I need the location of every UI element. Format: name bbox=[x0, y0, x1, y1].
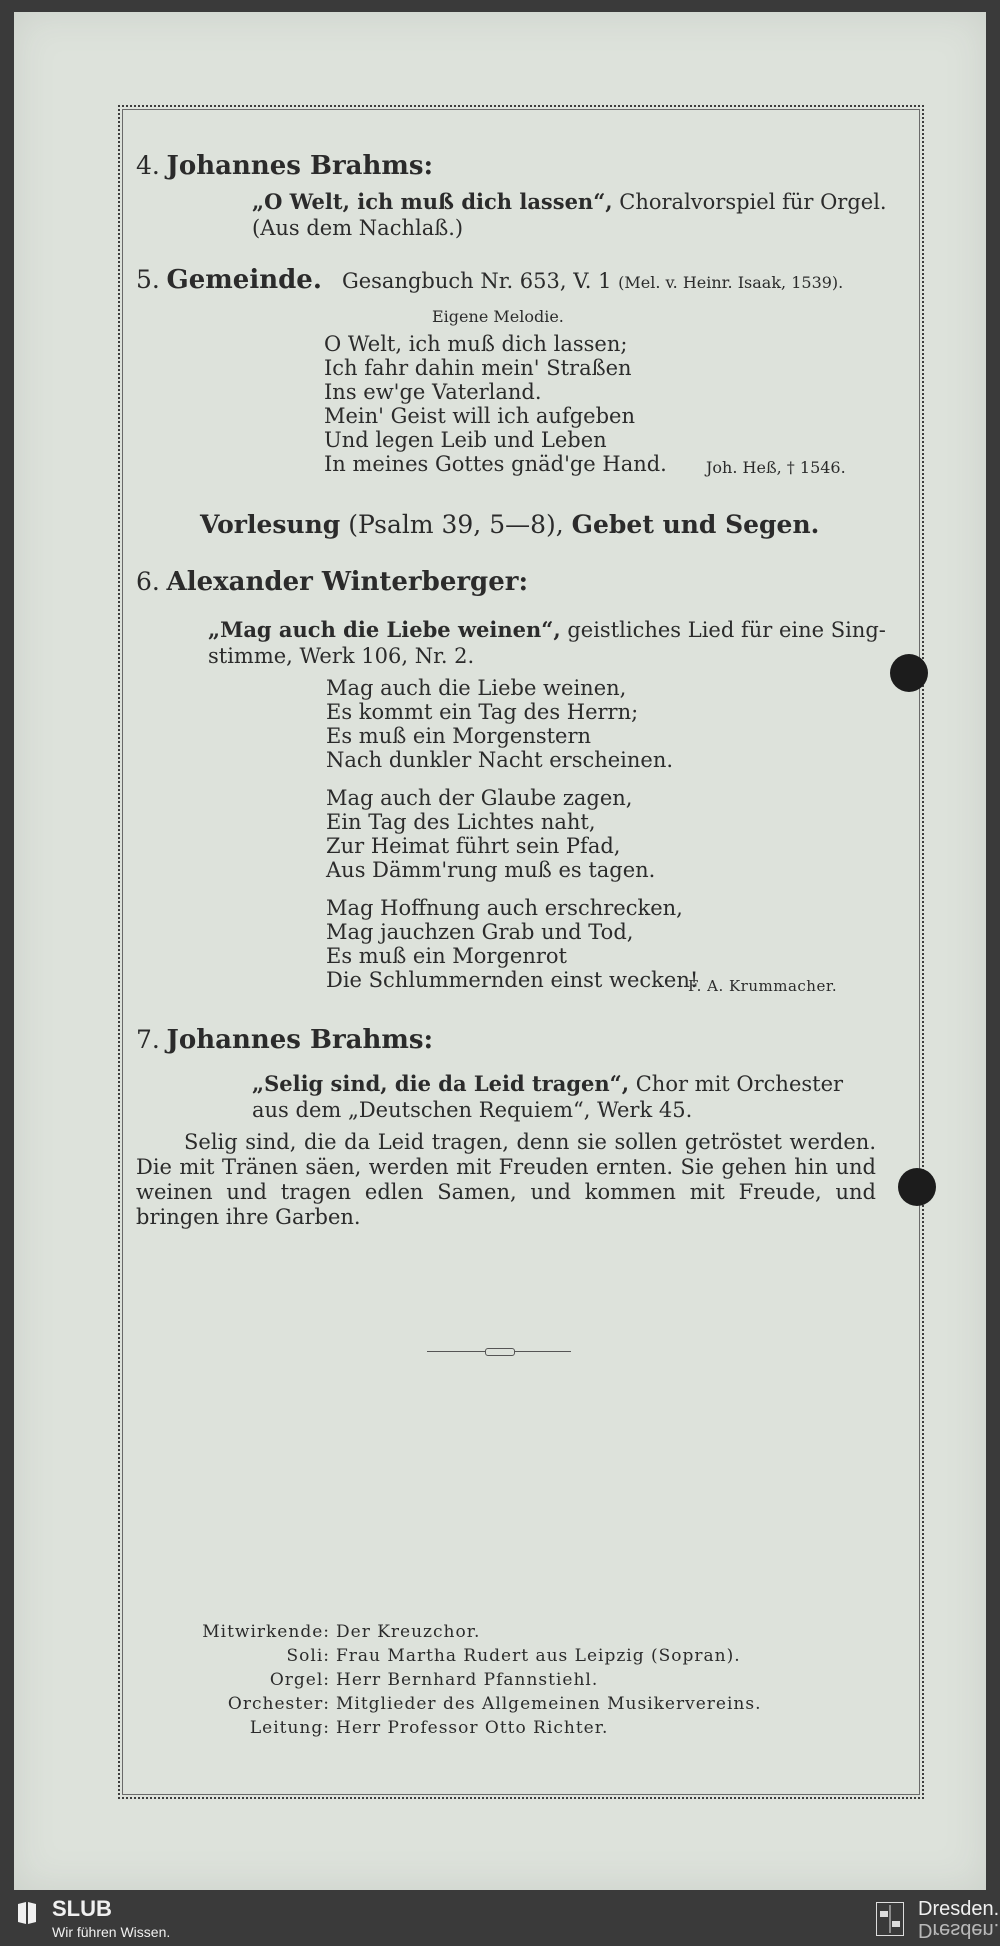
item-4-line bbox=[136, 151, 434, 181]
work-title: „Selig sind, die da Leid tragen“, bbox=[252, 1071, 630, 1096]
city-crest-icon bbox=[876, 1902, 904, 1936]
partner-name-reflection: Dresden. bbox=[918, 1919, 1000, 1941]
brand-tagline: Wir führen Wissen. bbox=[52, 1924, 171, 1940]
hymn-line: Ins ew'ge Vaterland. bbox=[324, 380, 542, 404]
composer-name: Johannes Brahms: bbox=[166, 151, 434, 181]
song-line: Aus Dämm'rung muß es tagen. bbox=[326, 858, 656, 882]
viewer-footer bbox=[0, 1892, 1000, 1946]
item-number: 7. bbox=[136, 1025, 160, 1054]
credit-value: Mitglieder des Allgemeinen Musikervereins. bbox=[336, 1694, 762, 1714]
brand-name[interactable]: SLUB bbox=[52, 1896, 112, 1921]
item-7-line bbox=[136, 1025, 434, 1055]
credit-value: Herr Professor Otto Richter. bbox=[336, 1718, 609, 1738]
hymn-line: In meines Gottes gnäd'ge Hand. bbox=[324, 452, 667, 476]
work-description: Chor mit Orchester bbox=[629, 1072, 844, 1096]
punch-hole bbox=[898, 1168, 936, 1206]
work-description: geistliches Lied für eine Sing- bbox=[560, 618, 886, 642]
song-line: Es muß ein Morgenstern bbox=[326, 724, 592, 748]
item-number: 4. bbox=[136, 151, 160, 180]
reading-reference: (Psalm 39, 5—8), bbox=[340, 510, 572, 539]
punch-hole bbox=[890, 654, 928, 692]
song-line: Nach dunkler Nacht erscheinen. bbox=[326, 748, 674, 772]
credit-label: Orchester: bbox=[227, 1694, 330, 1714]
work-line-2: aus dem „Deutschen Requiem“, Werk 45. bbox=[252, 1098, 693, 1122]
hymn-source: (Mel. v. Heinr. Isaak, 1539). bbox=[618, 273, 844, 292]
song-line: Die Schlummernden einst wecken! bbox=[326, 968, 699, 992]
song-line: Es muß ein Morgenrot bbox=[326, 944, 567, 968]
melody-note: Eigene Melodie. bbox=[432, 307, 564, 326]
reading-line bbox=[200, 510, 819, 540]
ornamental-divider bbox=[427, 1348, 571, 1356]
prayer-heading: Gebet und Segen. bbox=[571, 510, 820, 539]
work-line bbox=[252, 190, 887, 214]
song-line: Zur Heimat führt sein Pfad, bbox=[326, 834, 621, 858]
work-title: „O Welt, ich muß dich lassen“, bbox=[252, 189, 613, 214]
work-line bbox=[208, 618, 886, 642]
song-line: Ein Tag des Lichtes naht, bbox=[326, 810, 596, 834]
song-line: Es kommt ein Tag des Herrn; bbox=[326, 700, 639, 724]
song-line: Mag auch die Liebe weinen, bbox=[326, 676, 627, 700]
credit-label: Orgel: bbox=[269, 1670, 330, 1690]
scripture-text: Selig sind, die da Leid tragen, denn sie sollen getröstet werden. Die mit Tränen säen, werden mit Freuden ernten. Sie gehen hin und weinen und tragen edlen Samen, und kommen mit Freude, und bringen ihre Garben. bbox=[136, 1130, 876, 1229]
credit-label: Soli: bbox=[286, 1646, 330, 1666]
item-6-line bbox=[136, 567, 529, 597]
composer-name: Alexander Winterberger: bbox=[166, 567, 529, 597]
hymn-line: Und legen Leib und Leben bbox=[324, 428, 607, 452]
work-line-2: stimme, Werk 106, Nr. 2. bbox=[208, 644, 475, 668]
credit-value: Frau Martha Rudert aus Leipzig (Sopran). bbox=[336, 1646, 741, 1666]
work-title: „Mag auch die Liebe weinen“, bbox=[208, 617, 561, 642]
item-number: 5. bbox=[136, 265, 160, 294]
book-icon bbox=[16, 1900, 38, 1926]
item-5-line bbox=[136, 265, 844, 295]
credit-value: Der Kreuzchor. bbox=[336, 1622, 481, 1642]
work-line bbox=[252, 1072, 843, 1096]
song-line: Mag Hoffnung auch erschrecken, bbox=[326, 896, 683, 920]
section-heading: Gemeinde. bbox=[166, 265, 322, 295]
work-note: (Aus dem Nachlaß.) bbox=[252, 216, 464, 240]
credit-value: Herr Bernhard Pfannstiehl. bbox=[336, 1670, 599, 1690]
song-line: Mag jauchzen Grab und Tod, bbox=[326, 920, 634, 944]
partner-name[interactable]: Dresden. bbox=[918, 1898, 1000, 1920]
hymn-reference: Gesangbuch Nr. 653, V. 1 bbox=[341, 269, 612, 293]
hymn-author: Joh. Heß, † 1546. bbox=[706, 458, 846, 477]
hymn-line: O Welt, ich muß dich lassen; bbox=[324, 332, 628, 356]
composer-name: Johannes Brahms: bbox=[166, 1025, 434, 1055]
credit-label: Leitung: bbox=[249, 1718, 330, 1738]
reading-heading: Vorlesung bbox=[200, 510, 341, 539]
song-line: Mag auch der Glaube zagen, bbox=[326, 786, 633, 810]
hymn-line: Mein' Geist will ich aufgeben bbox=[324, 404, 635, 428]
item-number: 6. bbox=[136, 567, 160, 596]
hymn-line: Ich fahr dahin mein' Straßen bbox=[324, 356, 632, 380]
song-author: F. A. Krummacher. bbox=[688, 977, 838, 995]
credit-label: Mitwirkende: bbox=[202, 1622, 330, 1642]
work-description: Choralvorspiel für Orgel. bbox=[612, 190, 887, 214]
